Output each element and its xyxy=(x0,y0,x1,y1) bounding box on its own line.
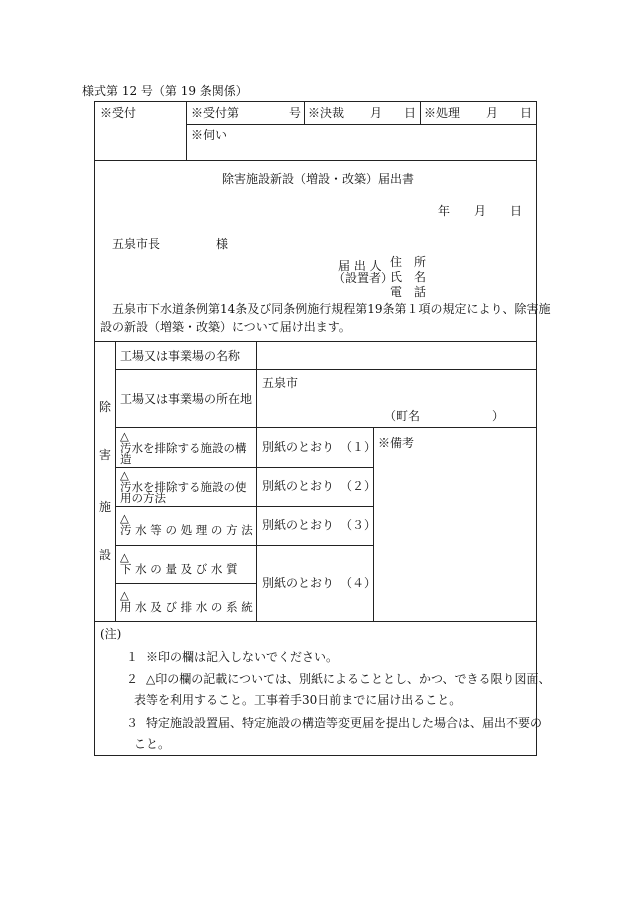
row3-label: 汚 水 等 の 処 理 の 方 法 xyxy=(120,523,253,537)
shori-month: 月 xyxy=(486,106,499,120)
note-3-number: ３ xyxy=(126,716,139,730)
uketsuke-no-suffix: 号 xyxy=(289,106,302,120)
side-label-char-3: 施 xyxy=(99,500,112,514)
note-2-text: △印の欄の記載については、別紙によることとし、かつ、できる限り図面、 xyxy=(146,672,551,686)
uketsuke-no-label: ※受付第 xyxy=(191,106,240,120)
factory-name-label: 工場又は事業場の名称 xyxy=(120,349,241,363)
date-year: 年 xyxy=(438,204,451,218)
row3-triangle: △ xyxy=(120,511,129,525)
applicant-label-sub: （設置者） xyxy=(333,271,394,285)
row2-value: 別紙のとおり （２） xyxy=(262,479,377,493)
form-label: 様式第 12 号（第 19 条関係） xyxy=(82,84,248,98)
facility-row-line-1 xyxy=(115,369,537,370)
note-1-number: １ xyxy=(126,650,139,664)
facility-label-divider xyxy=(256,341,257,621)
frame-bottom xyxy=(94,755,537,756)
kessai-label: ※決裁 xyxy=(308,106,345,120)
row4-label: 下 水 の 量 及 び 水 質 xyxy=(120,562,238,576)
frame-left xyxy=(94,101,95,755)
side-label-char-1: 除 xyxy=(99,400,112,414)
frame-right xyxy=(536,101,537,755)
uketsuke-label: ※受付 xyxy=(100,106,137,120)
shori-day: 日 xyxy=(520,106,533,120)
facility-row-line-4 xyxy=(115,506,373,507)
factory-location-label: 工場又は事業場の所在地 xyxy=(120,392,253,406)
body-text-line1: 五泉市下水道条例第14条及び同条例施行規程第19条第１項の規定により、除害施 xyxy=(112,302,551,316)
facility-row-line-5 xyxy=(115,545,373,546)
header-bottom xyxy=(94,160,537,161)
applicant-label: 届 出 人 xyxy=(338,259,382,273)
note-3-text-cont: こと。 xyxy=(134,737,171,751)
location-town: （町名 ） xyxy=(384,409,505,423)
note-2-text-cont: 表等を利用すること。工事着手30日前までに届け出ること。 xyxy=(134,693,462,707)
document-title: 除害施設新設（増設・改築）届出書 xyxy=(222,172,415,186)
note-3-text: 特定施設設置届、特定施設の構造等変更届を提出した場合は、届出不要の xyxy=(146,716,543,730)
row5-triangle: △ xyxy=(120,588,129,602)
applicant-name-label: 氏 名 xyxy=(390,270,427,284)
row1-label: 汚水を排除する施設の構 xyxy=(120,441,247,455)
side-label-char-2: 害 xyxy=(99,448,112,462)
applicant-address-label: 住 所 xyxy=(390,255,427,269)
addressee-name: 五泉市長 xyxy=(112,237,161,251)
row4-triangle: △ xyxy=(120,550,129,564)
body-text-line2: 設の新設（増築・改築）について届け出ます。 xyxy=(100,320,351,334)
row2-triangle: △ xyxy=(120,468,129,482)
kessai-day: 日 xyxy=(404,106,417,120)
remarks-label: ※備考 xyxy=(378,436,415,450)
side-label-char-4: 設 xyxy=(99,548,112,562)
note-1-text: ※印の欄は記入しないでください。 xyxy=(146,650,339,664)
facility-top xyxy=(94,341,537,342)
ukagai-label: ※伺い xyxy=(191,128,228,142)
addressee-honorific: 様 xyxy=(216,237,229,251)
notes-heading: (注) xyxy=(100,627,122,641)
header-vline-3 xyxy=(420,101,421,124)
shori-label: ※処理 xyxy=(424,106,461,120)
facility-bottom xyxy=(94,621,537,622)
row45-value: 別紙のとおり （４） xyxy=(262,576,377,590)
note-2-number: ２ xyxy=(126,672,139,686)
kessai-month: 月 xyxy=(370,106,383,120)
row5-label: 用 水 及 び 排 水 の 系 統 xyxy=(120,600,253,614)
location-city: 五泉市 xyxy=(262,376,299,390)
row2-label: 汚水を排除する施設の使 xyxy=(120,480,247,494)
header-vline-2 xyxy=(304,101,305,124)
row1-value: 別紙のとおり （１） xyxy=(262,440,377,454)
row1-label-cont: 造 xyxy=(120,452,132,466)
facility-row-line-2 xyxy=(115,427,537,428)
facility-row-line-6 xyxy=(115,583,256,584)
row1-triangle: △ xyxy=(120,429,129,443)
facility-row-line-3 xyxy=(115,467,373,468)
applicant-phone-label: 電 話 xyxy=(390,285,427,299)
row2-label-cont: 用の方法 xyxy=(120,491,166,505)
date-month: 月 xyxy=(474,204,487,218)
header-vline-1 xyxy=(186,101,187,160)
row3-value: 別紙のとおり （３） xyxy=(262,518,377,532)
date-day: 日 xyxy=(510,204,523,218)
frame-top xyxy=(94,101,537,102)
facility-side-divider xyxy=(115,341,116,621)
header-divider xyxy=(186,124,536,125)
